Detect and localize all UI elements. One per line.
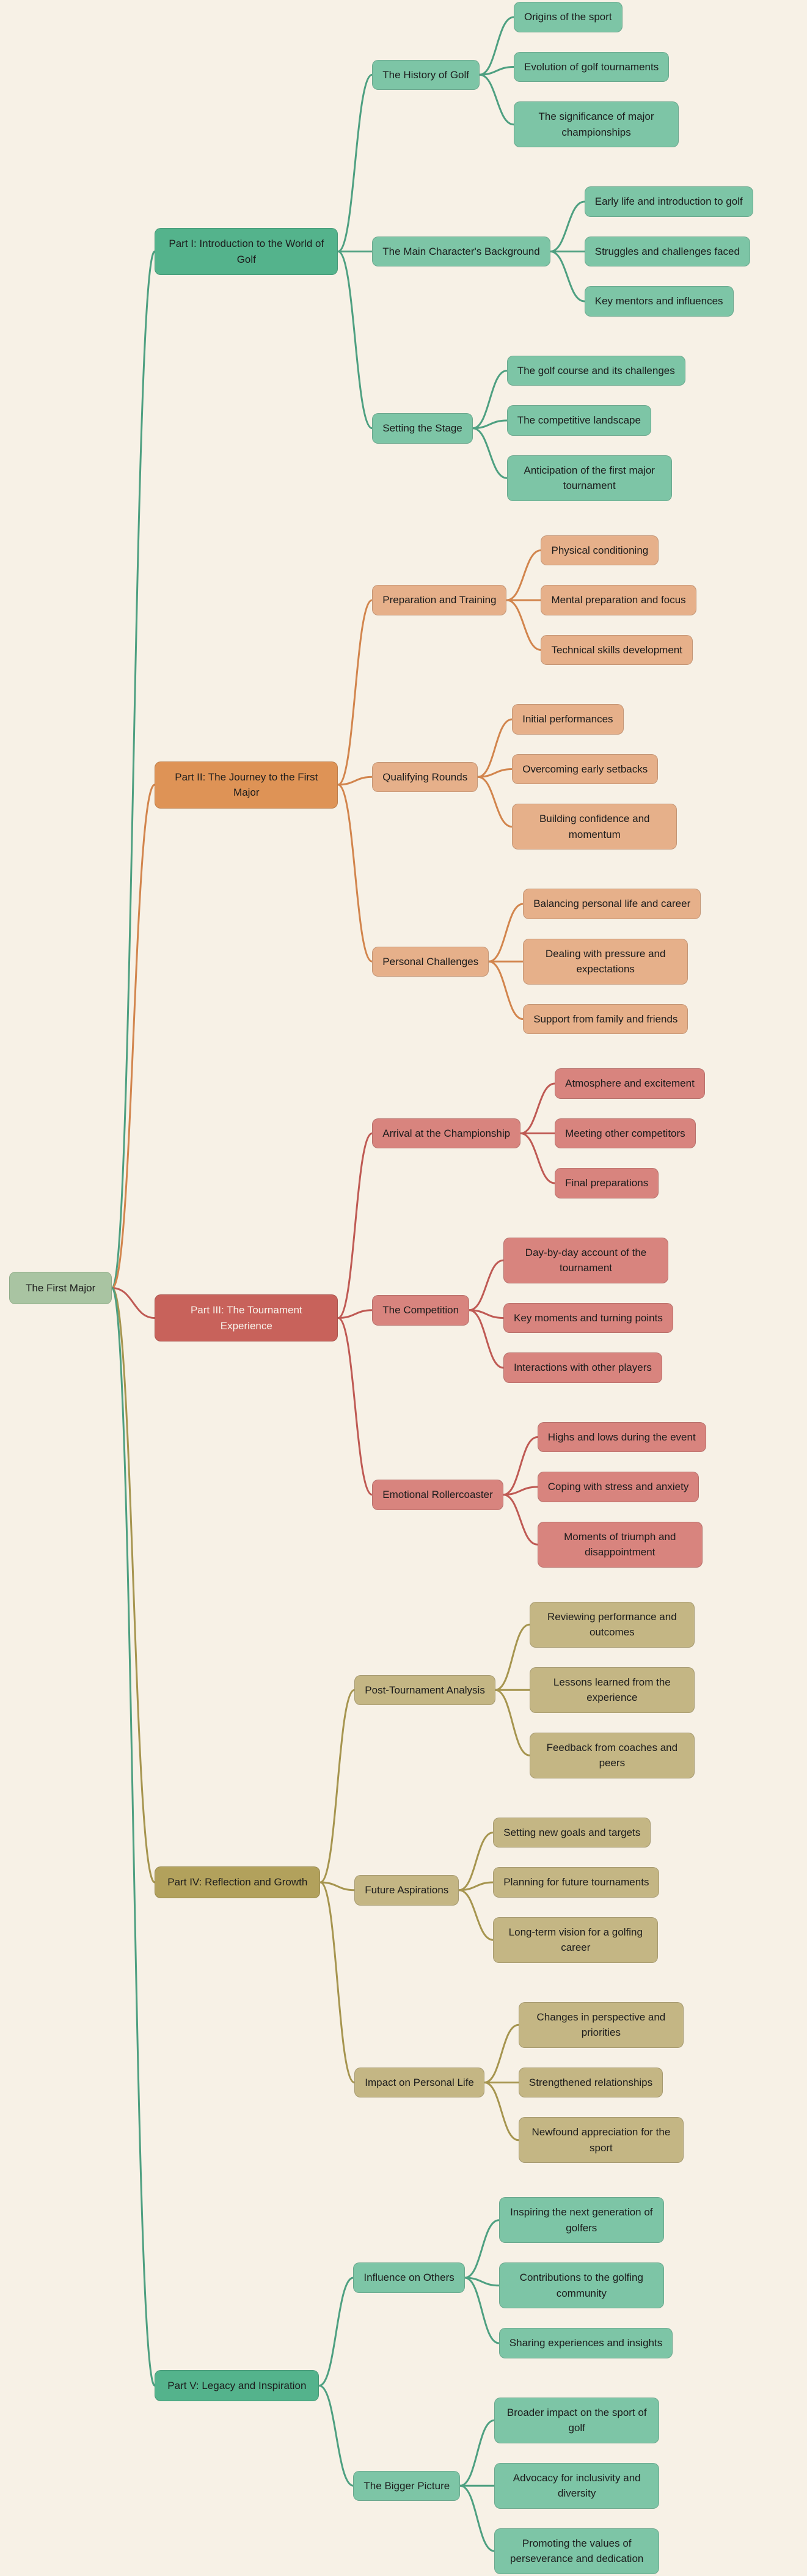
leaf-node: Lessons learned from the experience (530, 1667, 695, 1713)
branch-node: Preparation and Training (372, 585, 506, 615)
section-node: Part III: The Tournament Experience (155, 1294, 338, 1341)
branch-node: The Bigger Picture (353, 2471, 460, 2501)
branch-node: Arrival at the Championship (372, 1118, 520, 1149)
branch-main-character-background (372, 186, 753, 317)
leaf-node: Final preparations (555, 1168, 659, 1198)
leaf-node: Early life and introduction to golf (585, 186, 753, 217)
leaf-node: Newfound appreciation for the sport (519, 2117, 684, 2163)
section-node: Part II: The Journey to the First Major (155, 761, 338, 809)
leaf-node: Broader impact on the sport of golf (494, 2398, 659, 2443)
branch-history-of-golf (372, 2, 753, 147)
leaf-node: Balancing personal life and career (523, 889, 701, 919)
branch-the-competition (372, 1238, 706, 1383)
leaf-node: Advocacy for inclusivity and diversity (494, 2463, 659, 2509)
leaf-node: Support from family and friends (523, 1004, 688, 1035)
section-part-v (155, 2197, 753, 2574)
leaf-node: Reviewing performance and outcomes (530, 1602, 695, 1648)
branch-node: Setting the Stage (372, 413, 472, 444)
branch-node: The History of Golf (372, 60, 480, 90)
branch-emotional-rollercoaster (372, 1422, 706, 1568)
leaf-node: The competitive landscape (507, 405, 651, 436)
branch-node: Future Aspirations (354, 1875, 459, 1906)
branch-node: Post-Tournament Analysis (354, 1675, 495, 1706)
leaf-node: Physical conditioning (541, 535, 659, 566)
leaf-node: Meeting other competitors (555, 1118, 696, 1149)
leaf-node: Highs and lows during the event (538, 1422, 706, 1453)
section-node: Part IV: Reflection and Growth (155, 1866, 320, 1898)
sections-column (155, 2, 753, 2574)
branch-node: Influence on Others (353, 2262, 464, 2293)
leaf-node: Long-term vision for a golfing career (493, 1917, 658, 1963)
leaf-node: The golf course and its challenges (507, 356, 685, 386)
branch-qualifying-rounds (372, 704, 701, 849)
leaf-node: Coping with stress and anxiety (538, 1472, 699, 1502)
leaf-node: Moments of triumph and disappointment (538, 1522, 703, 1568)
branch-node: Impact on Personal Life (354, 2068, 484, 2098)
leaf-node: Technical skills development (541, 635, 693, 666)
leaf-node: Atmosphere and excitement (555, 1068, 705, 1099)
leaf-node: Inspiring the next generation of golfers (499, 2197, 664, 2243)
leaf-node: Contributions to the golfing community (499, 2262, 664, 2308)
root-node: The First Major (9, 1272, 112, 1305)
section-node: Part I: Introduction to the World of Golf (155, 228, 338, 275)
leaf-node: Origins of the sport (514, 2, 623, 32)
leaf-node: Evolution of golf tournaments (514, 52, 669, 83)
branch-impact-on-personal-life (354, 2002, 695, 2163)
leaf-node: Planning for future tournaments (493, 1867, 659, 1898)
leaf-node: Key mentors and influences (585, 286, 734, 317)
branch-setting-the-stage (372, 356, 753, 501)
branch-node: The Main Character's Background (372, 237, 550, 267)
leaf-node: Changes in perspective and priorities (519, 2002, 684, 2048)
section-part-i (155, 2, 753, 501)
branch-node: Qualifying Rounds (372, 762, 478, 793)
leaf-node: Mental preparation and focus (541, 585, 696, 615)
branch-node: Emotional Rollercoaster (372, 1480, 503, 1510)
leaf-node: Overcoming early setbacks (512, 754, 658, 785)
leaf-node: Sharing experiences and insights (499, 2328, 673, 2358)
leaf-node: Promoting the values of perseverance and dedication (494, 2528, 659, 2574)
leaf-node: Interactions with other players (503, 1352, 662, 1383)
section-part-iv (155, 1602, 753, 2163)
leaf-node: Struggles and challenges faced (585, 237, 750, 267)
leaf-node: Feedback from coaches and peers (530, 1733, 695, 1778)
branch-the-bigger-picture (353, 2398, 673, 2574)
leaf-node: Building confidence and momentum (512, 804, 677, 849)
branch-arrival-at-championship (372, 1068, 706, 1198)
leaf-node: The significance of major championships (514, 101, 679, 147)
branch-personal-challenges (372, 889, 701, 1034)
section-node: Part V: Legacy and Inspiration (155, 2370, 319, 2402)
leaf-node: Setting new goals and targets (493, 1818, 651, 1848)
branch-post-tournament-analysis (354, 1602, 695, 1778)
branch-node: The Competition (372, 1295, 469, 1326)
branch-influence-on-others (353, 2197, 673, 2358)
leaf-node: Dealing with pressure and expectations (523, 939, 688, 985)
section-part-iii (155, 1068, 753, 1568)
leaf-node: Day-by-day account of the tournament (503, 1238, 668, 1283)
leaf-node: Strengthened relationships (519, 2068, 663, 2098)
branch-preparation-and-training (372, 535, 701, 666)
leaf-node: Key moments and turning points (503, 1303, 673, 1334)
section-part-ii (155, 535, 753, 1035)
branch-future-aspirations (354, 1818, 695, 1963)
leaf-node: Anticipation of the first major tournament (507, 455, 672, 501)
branch-node: Personal Challenges (372, 947, 489, 977)
leaf-node: Initial performances (512, 704, 623, 735)
